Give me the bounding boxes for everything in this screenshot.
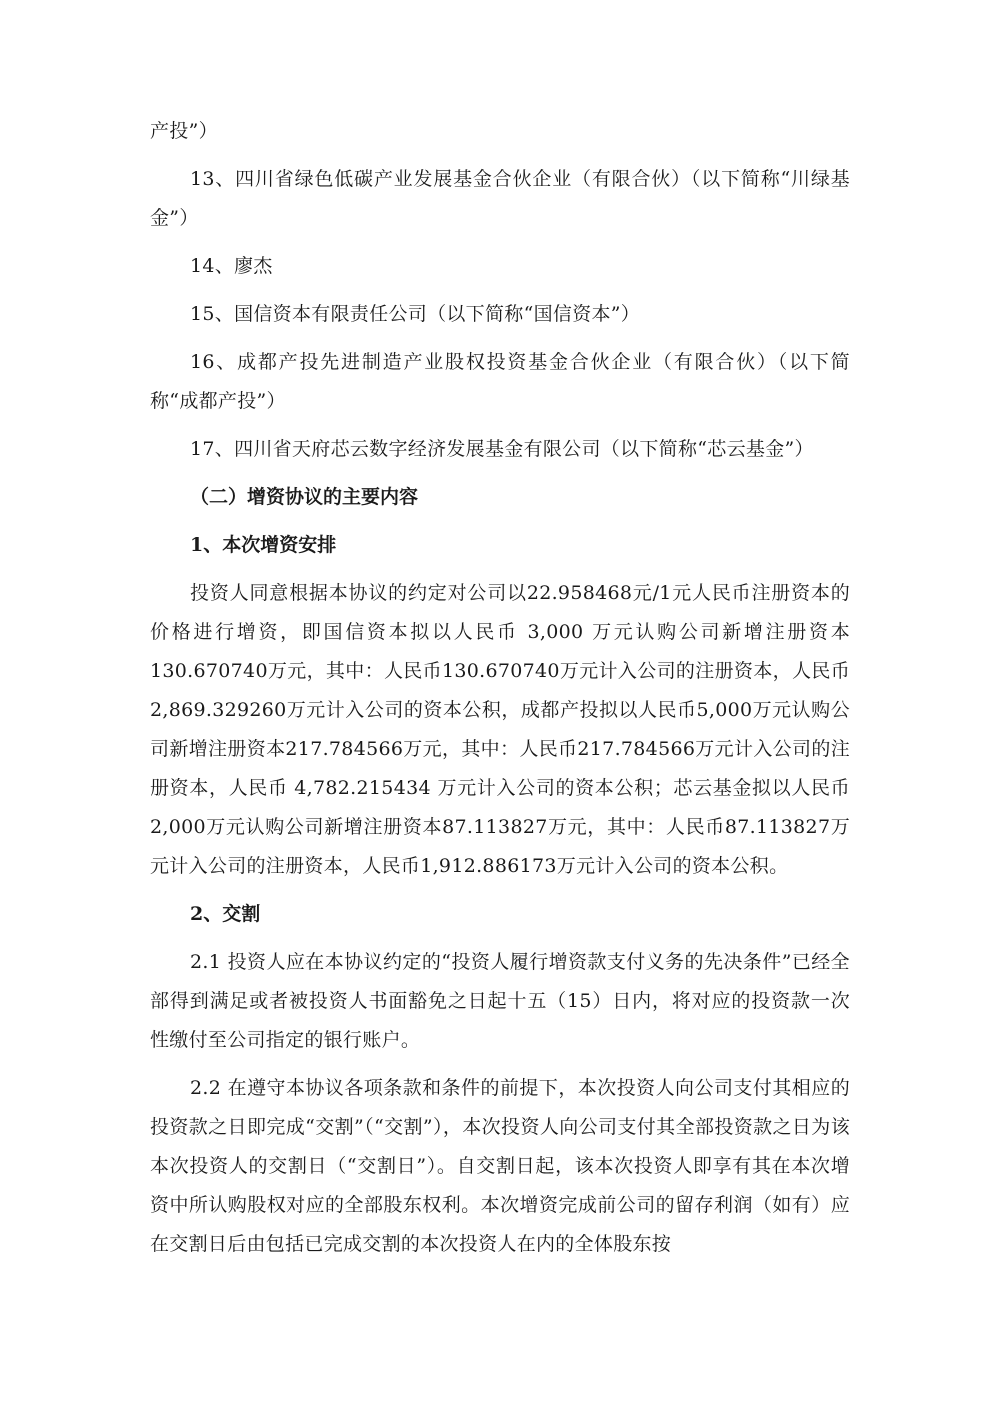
paragraph-clause-2-1: 2.1 投资人应在本协议约定的“投资人履行增资款支付义务的先决条件”已经全部得到满足或者被投资人书面豁免之日起十五（15）日内，将对应的投资款一次性缴付至公司指定的银行账户。 xyxy=(150,951,850,1051)
paragraph-item-17: 17、四川省天府芯云数字经济发展基金有限公司（以下简称“芯云基金”） xyxy=(190,438,814,460)
subsection-heading-arrangement: 1、本次增资安排 xyxy=(190,534,337,556)
paragraph-item-15: 15、国信资本有限责任公司（以下简称“国信资本”） xyxy=(190,303,641,325)
paragraph-capital-increase: 投资人同意根据本协议的约定对公司以22.958468元/1元人民币注册资本的价格进行增资，即国信资本拟以人民币 3,000 万元认购公司新增注册资本130.670740万元，其中：人民币130.670740万元计入公司的注册资本，人民币2,869.329260万元计入公司的资本公积，成都产投拟以人民币5,000万元认购公司新增注册资本217.784566万元，其中：人民币217.784566万元计入公司的注册资本，人民币 4,782.215434 万元计入公司的资本公积；芯云基金拟以人民币2,000万元认购公司新增注册资本87.113827万元，其中：人民币87.113827万元计入公司的注册资本，人民币1,912.886173万元计入公司的资本公积。 xyxy=(150,582,850,877)
paragraph-clause-2-2: 2.2 在遵守本协议各项条款和条件的前提下，本次投资人向公司支付其相应的投资款之日即完成“交割”（“交割”），本次投资人向公司支付其全部投资款之日为该本次投资人的交割日（“交割日”）。自交割日起，该本次投资人即享有其在本次增资中所认购股权对应的全部股东权利。本次增资完成前公司的留存利润（如有）应在交割日后由包括已完成交割的本次投资人在内的全体股东按 xyxy=(150,1077,850,1255)
paragraph-item-16: 16、成都产投先进制造产业股权投资基金合伙企业（有限合伙）（以下简称“成都产投”） xyxy=(150,351,850,412)
section-heading-agreement: （二）增资协议的主要内容 xyxy=(190,486,419,508)
paragraph-continuation: 产投”） xyxy=(150,120,218,142)
subsection-heading-closing: 2、交割 xyxy=(190,903,261,925)
paragraph-item-14: 14、廖杰 xyxy=(190,255,273,277)
paragraph-item-13: 13、四川省绿色低碳产业发展基金合伙企业（有限合伙）（以下简称“川绿基金”） xyxy=(150,168,850,229)
